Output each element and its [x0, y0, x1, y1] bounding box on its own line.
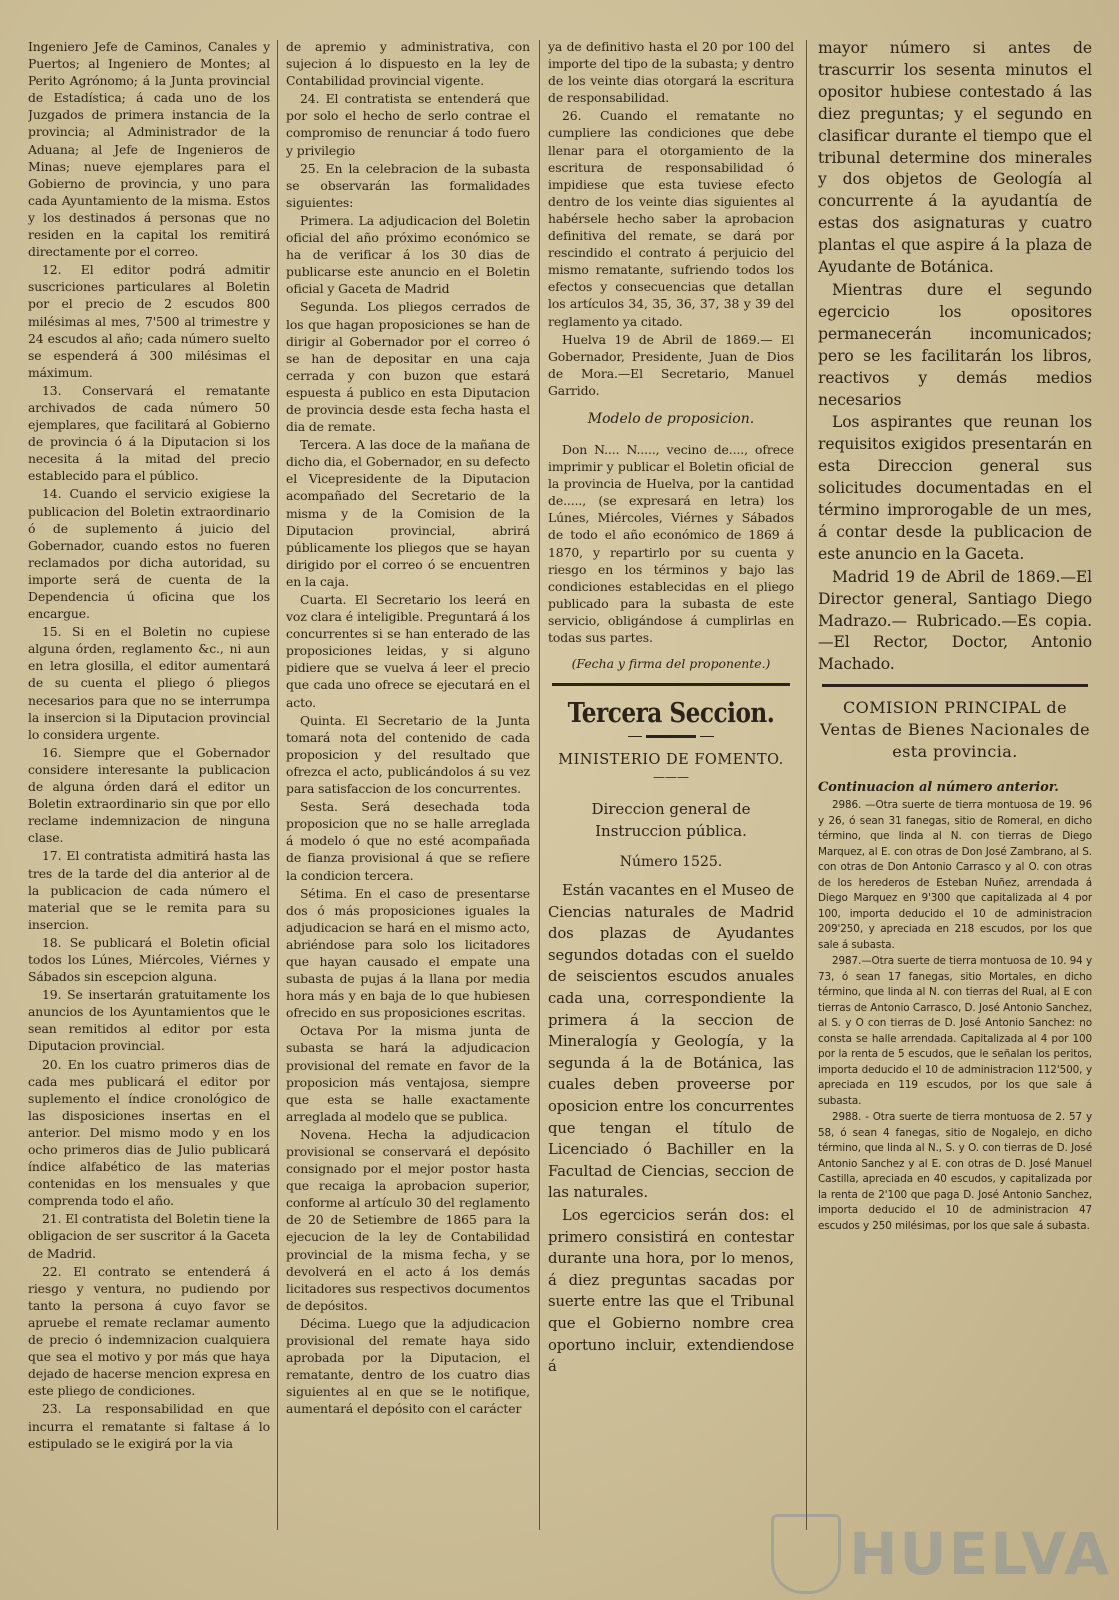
paragraph: Los egercicios serán dos: el primero consistirá en contestar durante una hora, por lo menos, á diez preguntas sacadas por suerte entre las que el Tribunal que el Gobierno nombre crea oportuno incluir, extendiendose á: [548, 1207, 794, 1376]
column-rule: [277, 40, 278, 1530]
paragraph: Primera. La adjudicacion del Boletin oficial del año próximo económico se ha de verificar á los 30 dias de publicarse este anuncio en el Boletin oficial y Gaceta de Madrid: [286, 212, 530, 297]
signature-block: Huelva 19 de Abril de 1869.— El Gobernador, Presidente, Juan de Dios de Mora.—El Secretario, Manuel Garrido.: [548, 331, 794, 398]
paragraph: de apremio y administrativa, con sujecion á lo dispuesto en la ley de Contabilidad provincial vigente.: [286, 39, 530, 89]
section-divider: [822, 684, 1088, 687]
commission-title: COMISION PRINCIPAL de Ventas de Bienes Nacionales de esta provincia.: [819, 698, 1091, 762]
paragraph: 21. El contratista del Boletin tiene la obligacion de ser suscritor á la Gaceta de Madrid.: [28, 1211, 270, 1261]
paragraph: 15. Si en el Boletin no cupiese alguna órden, reglamento &c., ni aun en letra glosilla, el editor aumentará de su cuenta el pliego ó pliegos necesarios para que no se interrumpa la insercion si la Diputacion provincial lo considera urgente.: [28, 624, 270, 742]
paragraph: Mientras dure el segundo egercicio los opositores permanecerán incomunicados; pero se les facilitarán los libros, reactivos y demás medios necesarios: [818, 280, 1092, 409]
modelo-text: Don N.... N....., vecino de...., ofrece imprimir y publicar el Boletin oficial de la provincia de Huelva, por la cantidad de....., (se expresará en letra) los Lúnes, Miércoles, Viérnes y Sábados de todo el año económico de 1869 á 1870, y repartirlo por su cuenta y riesgo en los términos y bajo las condiciones establecidas en el pliego publicado para la subasta de este servicio, obligándose á cumplirlas en todas sus partes.: [548, 441, 794, 645]
paragraph: Quinta. El Secretario de la Junta tomará nota del contenido de cada proposicion y del resultado que ofrezca el acto, publicándolos á su vez para satisfaccion de los concurrentes.: [286, 712, 530, 797]
paragraph: 20. En los cuatro primeros dias de cada mes publicará el editor por suplemento el índice cronológico de las disposiciones insertas en el anterior. Del mismo modo y en los ocho primeros dias de Julio publicará índice alfabético de las materias contenidas en los mensuales y que comprenda todo el año.: [28, 1056, 270, 1209]
sale-entry: 2986. —Otra suerte de tierra montuosa de 19. 96 y 26, ó sean 31 fanegas, sitio de Romeral, en dicho término, que linda al N. con tierras de Diego Marquez, al E. con otras de Don José Zambrano, al S. con otras de Don Antonio Carrasco y al O. con otras de los herederos de Esteban Nuñez, arrendada á Diego Marquez en 9'300 que capitalizada al 4 por 100, importa deducido el 10 de administracion 209'250, y apreciada en 218 escudos, por los que sale á subasta.: [818, 799, 1092, 951]
paragraph: Décima. Luego que la adjudicacion provisional del remate haya sido aprobada por la Diputacion, el rematante, dentro de los cuatro dias siguientes al en que se le notifique, aumentará el depósito con el carácter: [286, 1315, 530, 1417]
column-4: [818, 38, 1092, 1570]
signature-block: Madrid 19 de Abril de 1869.—El Director general, Santiago Diego Madrazo.— Rubricado.—Es copia.—El Rector, Doctor, Antonio Machado.: [818, 567, 1092, 674]
column-3: [548, 38, 794, 1570]
paragraph: 19. Se insertarán gratuitamente los anuncios de los Ayuntamientos que le sean remitidos al editor por esta Diputacion provincial.: [28, 987, 270, 1054]
dash-divider: ———: [653, 770, 689, 785]
paragraph: Ingeniero Jefe de Caminos, Canales y Puertos; al Ingeniero de Montes; al Perito Agrónomo; á la Junta provincial de Estadística; á cada uno de los Juzgados de primera instancia de la provincia; al Administrador de la Aduana; al Jefe de Ingenieros de Minas; nueve ejemplares para el Gobierno de provincia, y uno para cada Ayuntamiento de la misma. Estos y los destinados á personas que no residen en la capital los remitirá directamente por el correo.: [28, 39, 270, 260]
paragraph: 13. Conservará el rematante archivados de cada número 50 ejemplares, que facilitará al Gobierno de provincia ó á la Diputacion si los necesita á la mitad del precio establecido para el público.: [28, 382, 270, 484]
paragraph: 16. Siempre que el Gobernador considere interesante la publicacion de alguna órden dará el editor un Boletin extraordinario sin que por ello reclame indemnizacion de ninguna clase.: [28, 744, 270, 846]
paragraph: 17. El contratista admitirá hasta las tres de la tarde del dia anterior al de la publicacion de cada número el material que se le remita para su insercion.: [28, 848, 270, 932]
paragraph: mayor número si antes de trascurrir los sesenta minutos el opositor hubiese contestado á las diez preguntas; y el segundo en clasificar durante el tiempo que el tribunal determine dos minerales y dos objetos de Geología al concurrente á la ayudantía de estas dos asignaturas y cuatro plantas el que aspire á la plaza de Ayudante de Botánica.: [818, 39, 1092, 277]
sale-entry: 2988. - Otra suerte de tierra montuosa de 2. 57 y 58, ó sean 4 fanegas, sitio de Nogalejo, en dicho término, que linda al N., S. y O. con tierras de D. José Antonio Sanchez y al E. con otras de D. José Manuel Castilla, apreciada en 40 escudos, y capitalizada por la renta de 2'100 que paga D. José Antonio Sanchez, importa deducido el 10 de administracion 47 escudos y 250 milésimas, por los que sale á subasta.: [818, 1111, 1092, 1232]
proponent-signature: (Fecha y firma del proponente.): [571, 656, 771, 672]
paragraph: Están vacantes en el Museo de Ciencias naturales de Madrid dos plazas de Ayudantes segundos dotadas con el sueldo de seiscientos escudos anuales cada una, correspondiente la primera á la seccion de Mineralogía y Geología, y la segunda á la de Botánica, las cuales deben proveerse por oposicion entre los concurrentes que tengan el título de Licenciado ó Bachiller en la Facultad de Ciencias, seccion de las naturales.: [548, 882, 794, 1202]
paragraph: 18. Se publicará el Boletin oficial todos los Lúnes, Miércoles, Viérnes y Sábados sin escepcion alguna.: [28, 934, 270, 985]
paragraph: Los aspirantes que reunan los requisitos exigidos presentarán en esta Direccion general sus solicitudes documentadas en el término improrogable de un mes, á contar desde la publicacion de este anuncio en la Gaceta.: [818, 413, 1092, 563]
column-rule: [539, 40, 540, 1530]
column-1: [28, 38, 270, 1570]
paragraph: ya de definitivo hasta el 20 por 100 del importe del tipo de la subasta; y dentro de los veinte dias otorgará la escritura de responsabilidad.: [548, 39, 794, 106]
paragraph: 22. El contrato se entenderá á riesgo y ventura, no pudiendo por tanto la persona á cuyo favor se apruebe el remate reclamar aumento de precio ó indemnizacion cualquiera que sea el motivo y por más que haya dejado de hacerse mencion expresa en este pliego de condiciones.: [28, 1263, 270, 1399]
paragraph: 25. En la celebracion de la subasta se observarán las formalidades siguientes:: [286, 160, 530, 210]
paragraph: Cuarta. El Secretario los leerá en voz clara é inteligible. Preguntará á los concurrentes si se han enterado de las proposiciones leidas, y si alguno pidiere que se vuelva á leer el precio que cada uno ofrece se ejecutará en el acto.: [286, 592, 530, 710]
paragraph: Octava Por la misma junta de subasta se hará la adjudicacion provisional del remate en favor de la proposicion más ventajosa, siempre que esta se halle exactamente arreglada al modelo que se publica.: [286, 1023, 530, 1124]
paragraph: 23. La responsabilidad en que incurra el rematante si faltase á lo estipulado se le exigirá por la via: [28, 1401, 270, 1451]
section-divider: [552, 683, 790, 686]
sale-entry: 2987.—Otra suerte de tierra montuosa de 10. 94 y 73, ó sean 17 fanegas, sitio Mortales, en dicho término, que linda al N. con tierras del Rual, al E con tierras de Antonio Carrasco, D. José Antonio Sanchez, al S. y O con tierras de D. José Antonio Sanchez: no consta se halle arrendada. Capitalizada al 4 por 100 por la renta de 5 escudos, que le señalan los peritos, importa deducido el 10 de administracion 112'500, y apreciada en 119 escudos, por los que sale á subasta.: [818, 955, 1092, 1107]
ministry-title: MINISTERIO DE FOMENTO.: [558, 752, 784, 769]
watermark-text: HUELVA: [849, 1520, 1112, 1588]
paragraph: Tercera. A las doce de la mañana de dicho dia, el Gobernador, en su defecto el Vicepresidente de la Diputacion acompañado del Secretario de la misma y de la Comision de la Diputacion provincial, abrirá públicamente los pliegos que se hayan dirigido por el correo ó se encuentren en la caja.: [286, 437, 530, 589]
paragraph: Segunda. Los pliegos cerrados de los que hagan proposiciones se han de dirigir al Gobernador por el correo ó se han de depositar en una caja cerrada y con buzon que estará espuesta á publico en esta Diputacion de provincia desde esta fecha hasta el dia de remate.: [286, 299, 530, 435]
column-rule: [806, 40, 807, 1530]
section-title: Tercera Seccion.: [567, 698, 775, 730]
continuation-label: Continuacion al número anterior.: [818, 780, 1059, 796]
paragraph: 24. El contratista se entenderá que por solo el hecho de serlo contrae el compromiso de renunciar á todo fuero y privilegio: [286, 91, 530, 158]
announcement-number: Número 1525.: [619, 854, 723, 871]
paragraph: 26. Cuando el rematante no cumpliere las condiciones que debe llenar para el otorgamiento de la escritura de responsabilidad ó impidiese que esta tuviese efecto dentro de los veinte dias siguientes al habérsele hecho saber la aprobacion definitiva del remate, se dará por rescindido el contrato á perjuicio del mismo rematante, sufriendo todos los efectos y consecuencias que detallan los artículos 34, 35, 36, 37, 38 y 39 del reglamento ya citado.: [548, 108, 794, 329]
column-2: [286, 38, 530, 1570]
ornament-divider: [646, 735, 696, 738]
paragraph: Novena. Hecha la adjudicacion provisional se conservará el depósito consignado por el mejor postor hasta que recaiga la aprobacion superior, conforme al artículo 30 del reglamento de 20 de Setiembre de 1865 para la ejecucion de la ley de Contabilidad provincial de la misma fecha, y se devolverá en el acto á los demás licitadores sus respectivos documentos de depósitos.: [286, 1126, 530, 1313]
direction-title: Direccion general de Instruccion pública.: [591, 800, 751, 841]
paragraph: 14. Cuando el servicio exigiese la publicacion del Boletin extraordinario ó de suplemento á juicio del Gobernador, cuando estos no fueren reclamados por dicha autoridad, su importe será de cuenta de la Dependencia ú oficina que los encargue.: [28, 486, 270, 622]
paragraph: Sesta. Será desechada toda proposicion que no se halle arreglada á modelo ó que no esté acompañada de fianza provisional á que se refiere la condicion tercera.: [286, 799, 530, 883]
paragraph: 12. El editor podrá admitir suscriciones particulares al Boletin por el precio de 2 escudos 800 milésimas al mes, 7'500 al trimestre y 24 escudos al año; cada número suelto se espenderá á 300 milésimas el máximum.: [28, 262, 270, 380]
modelo-title: Modelo de proposicion.: [587, 410, 755, 427]
paragraph: Sétima. En el caso de presentarse dos ó más proposiciones iguales la adjudicacion se hará en el mismo acto, abriéndose para solo los licitadores que hayan causado el empate una subasta de pujas á la llana por media hora más y en baja de lo que hubiesen ofrecido en sus proposiciones escritas.: [286, 885, 530, 1021]
